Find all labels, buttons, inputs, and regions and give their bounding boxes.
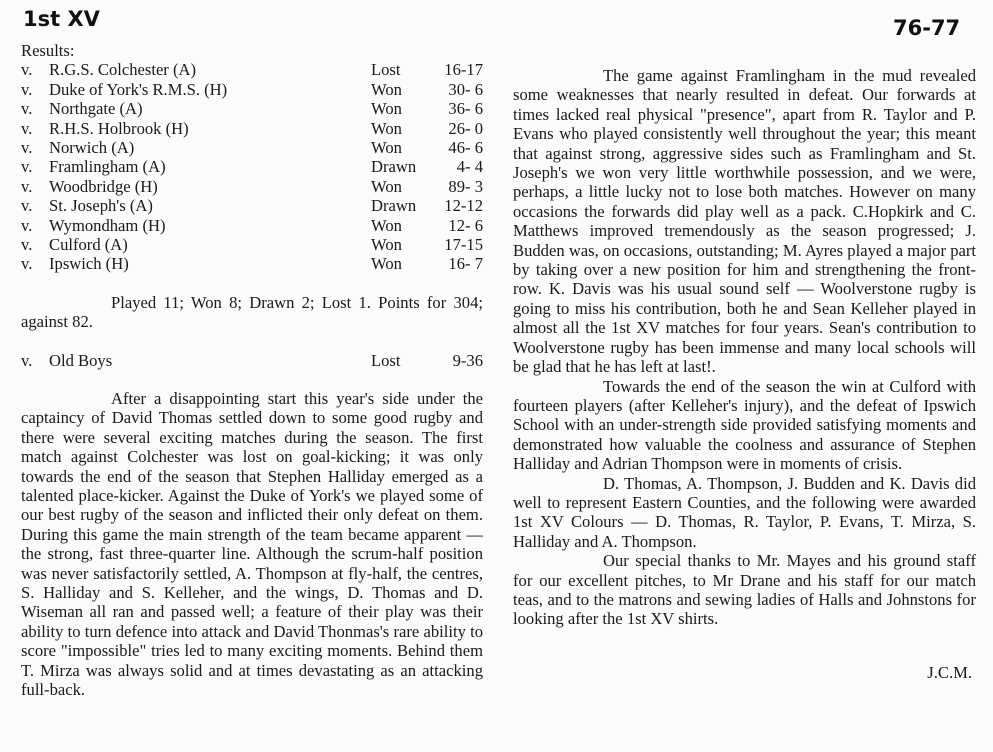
match-score: 89- 3 bbox=[448, 176, 483, 196]
match-outcome: Won bbox=[371, 176, 402, 196]
match-outcome: Won bbox=[371, 79, 402, 99]
match-outcome: Won bbox=[371, 137, 402, 157]
result-row bbox=[21, 254, 483, 273]
left-column bbox=[21, 41, 483, 699]
result-row bbox=[21, 196, 483, 215]
match-outcome: Won bbox=[371, 215, 402, 235]
match-opponent: Framlingham (A) bbox=[49, 157, 166, 177]
match-prefix: v. bbox=[21, 215, 33, 235]
match-prefix: v. bbox=[21, 176, 33, 196]
match-score: 4- 4 bbox=[456, 157, 483, 177]
match-opponent: Old Boys bbox=[49, 350, 113, 370]
result-row bbox=[21, 235, 483, 254]
match-score: 26- 0 bbox=[448, 118, 483, 138]
match-opponent: Norwich (A) bbox=[49, 137, 135, 157]
match-outcome: Drawn bbox=[371, 157, 417, 177]
match-score: 46- 6 bbox=[448, 137, 483, 157]
match-opponent: Woodbridge (H) bbox=[49, 176, 158, 196]
report-paragraph: The game against Framlingham in the mud revealed some weaknesses that nearly resulted in defeat. Our forwards at times lacked real physical "presence", apart from R. Taylor and P. Evans who played consistently well throughout the year; this meant that against strong, aggressive sides such as Framlingham and St. Joseph's we won very little worthwhile possession, and we were, perhaps, a little lucky not to lose both matches. However on many occasions the forwards did play well as a pack. C.Hopkirk and C. Matthews improved tremendously as the season progressed; J. Budden was, on occasions, outstanding; M. Ayres played a major part by taking over a new position for him and strengthening the front-row. K. Davis was his usual sound self — Woolverstone rugby is going to miss his contribution, both he and Sean Kelleher played in almost all the 1st XV matches for four years. Sean's contribution to Woolverstone rugby has been immense and many local schools will be glad that he has left at last!. bbox=[513, 66, 976, 377]
match-opponent: Ipswich (H) bbox=[49, 254, 129, 274]
match-opponent: St. Joseph's (A) bbox=[49, 196, 153, 216]
match-prefix: v. bbox=[21, 196, 33, 216]
match-outcome: Won bbox=[371, 118, 402, 138]
match-prefix: v. bbox=[21, 118, 33, 138]
match-outcome: Won bbox=[371, 99, 402, 119]
result-row bbox=[21, 119, 483, 138]
match-prefix: v. bbox=[21, 99, 33, 119]
result-row bbox=[21, 99, 483, 118]
match-opponent: Wymondham (H) bbox=[49, 215, 166, 235]
match-score: 9-36 bbox=[452, 350, 483, 370]
match-score: 12-12 bbox=[444, 196, 483, 216]
match-score: 36- 6 bbox=[448, 99, 483, 119]
match-prefix: v. bbox=[21, 254, 33, 274]
match-prefix: v. bbox=[21, 60, 33, 80]
result-row bbox=[21, 80, 483, 99]
results-heading: Results: bbox=[21, 41, 75, 60]
match-opponent: R.H.S. Holbrook (H) bbox=[49, 118, 189, 138]
result-row bbox=[21, 157, 483, 176]
match-opponent: R.G.S. Colchester (A) bbox=[49, 60, 197, 80]
match-prefix: v. bbox=[21, 79, 33, 99]
match-outcome: Won bbox=[371, 234, 402, 254]
match-opponent: Culford (A) bbox=[49, 234, 128, 254]
right-column bbox=[513, 66, 976, 682]
match-outcome: Won bbox=[371, 254, 402, 274]
match-score: 30- 6 bbox=[448, 79, 483, 99]
match-opponent: Duke of York's R.M.S. (H) bbox=[49, 79, 228, 99]
match-score: 12- 6 bbox=[448, 215, 483, 235]
results-list bbox=[21, 60, 483, 273]
match-opponent: Northgate (A) bbox=[49, 99, 143, 119]
author-signature: J.C.M. bbox=[927, 662, 972, 682]
match-prefix: v. bbox=[21, 234, 33, 254]
old-boys-row bbox=[21, 351, 483, 370]
season-label: 76-77 bbox=[893, 16, 961, 40]
match-score: 16- 7 bbox=[448, 254, 483, 274]
report-paragraph: D. Thomas, A. Thompson, J. Budden and K. Davis did well to represent Eastern Counties, and the following were awarded 1st XV Colours — D. Thomas, R. Taylor, P. Evans, T. Mirza, S. Halliday and A. Thompson. bbox=[513, 473, 976, 551]
result-row bbox=[21, 177, 483, 196]
match-score: 17-15 bbox=[444, 234, 483, 254]
page-title: 1st XV bbox=[23, 7, 100, 31]
match-prefix: v. bbox=[21, 350, 33, 370]
match-outcome: Drawn bbox=[371, 196, 417, 216]
match-outcome: Lost bbox=[371, 350, 401, 370]
match-prefix: v. bbox=[21, 157, 33, 177]
report-paragraph: Our special thanks to Mr. Mayes and his ground staff for our excellent pitches, to Mr Drane and his staff for our match teas, and to the matrons and sewing ladies of Halls and Johnstons for looking after the 1st XV shirts. bbox=[513, 551, 976, 629]
results-summary: Played 11; Won 8; Drawn 2; Lost 1. Points for 304; against 82. bbox=[21, 292, 483, 332]
match-prefix: v. bbox=[21, 137, 33, 157]
result-row bbox=[21, 60, 483, 79]
report-paragraph: Towards the end of the season the win at Culford with fourteen players (after Kelleher's injury), and the defeat of Ipswich School with an under-strength side provided satisfying moments and demonstrated how valuable the coolness and assurance of Stephen Halliday and Adrian Thompson were in moments of crisis. bbox=[513, 376, 976, 474]
match-score: 16-17 bbox=[444, 60, 483, 80]
match-outcome: Lost bbox=[371, 60, 401, 80]
result-row bbox=[21, 216, 483, 235]
report-paragraph: After a disappointing start this year's side under the captaincy of David Thomas settled down to some good rugby and there were several exciting matches during the season. The first match against Colchester was lost on goal-kicking; it was only towards the end of the season that Stephen Halliday emerged as a talented place-kicker. Against the Duke of York's we played some of our best rugby of the season and inflicted their only defeat on them. During this game the main strength of the team became apparent — the strong, fast three-quarter line. Although the scrum-half position was never satisfactorily settled, A. Thompson at fly-half, the centres, S. Halliday and S. Kelleher, and the wings, D. Thomas and D. Wiseman all ran and passed well; a feature of their play was their ability to turn defence into attack and David Thonmas's rare ability to score "impossible" tries led to many exciting moments. Behind them T. Mirza was always solid and at times devastating as an attacking full-back. bbox=[21, 388, 483, 699]
result-row bbox=[21, 138, 483, 157]
